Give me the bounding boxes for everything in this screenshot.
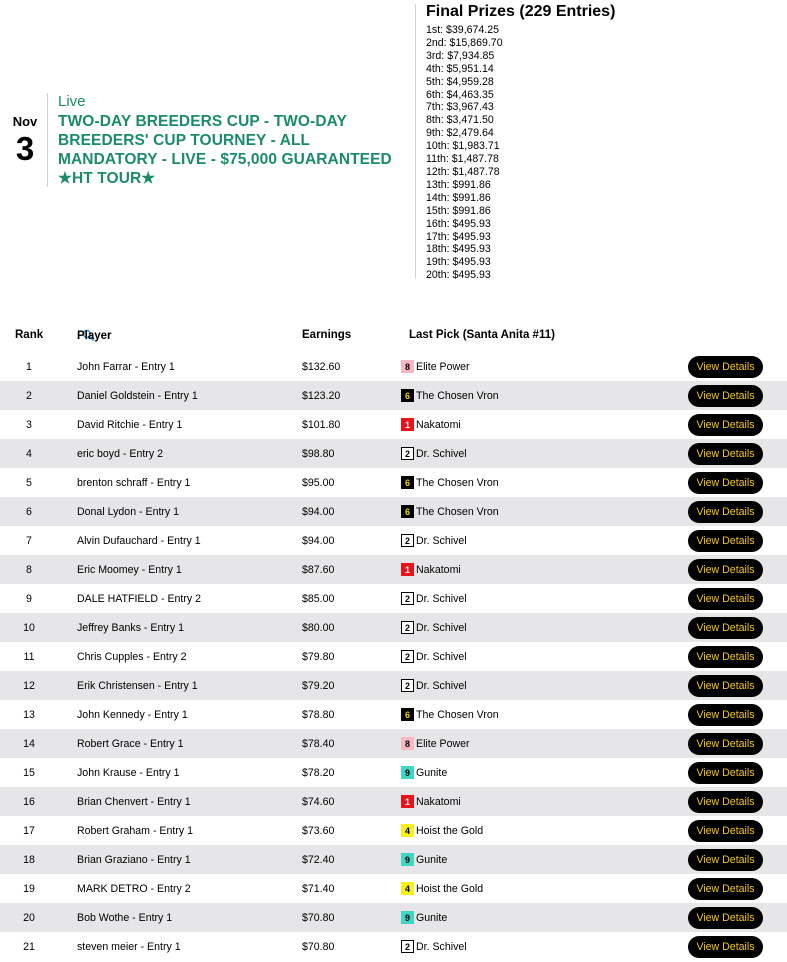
prize-item: 7th: $3,967.43 <box>426 101 494 114</box>
view-details-button[interactable]: View Details <box>688 472 763 494</box>
earnings-cell: $78.20 <box>302 767 335 779</box>
last-pick-header: Last Pick (Santa Anita #11) <box>409 329 555 341</box>
rank-cell: 19 <box>23 883 35 895</box>
view-details-button[interactable]: View Details <box>688 820 763 842</box>
last-pick-cell <box>401 708 499 721</box>
post-position-badge: 2 <box>401 621 414 634</box>
view-details-button[interactable]: View Details <box>688 588 763 610</box>
horse-name: Dr. Schivel <box>416 592 467 605</box>
prize-item: 20th: $495.93 <box>426 269 491 282</box>
earnings-cell: $95.00 <box>302 477 335 489</box>
last-pick-cell <box>401 650 467 663</box>
view-details-button[interactable]: View Details <box>688 733 763 755</box>
prize-item: 4th: $5,951.14 <box>426 62 494 75</box>
last-pick-cell <box>401 360 470 373</box>
table-row <box>0 816 787 845</box>
earnings-cell: $80.00 <box>302 622 335 634</box>
last-pick-cell <box>401 447 467 460</box>
view-details-button[interactable]: View Details <box>688 385 763 407</box>
player-cell: Alvin Dufauchard - Entry 1 <box>77 535 201 547</box>
table-row <box>0 381 787 410</box>
horse-name: Elite Power <box>416 737 470 750</box>
horse-name: The Chosen Vron <box>416 476 499 489</box>
player-cell: Jeffrey Banks - Entry 1 <box>77 622 184 634</box>
player-cell: Bob Wothe - Entry 1 <box>77 912 173 924</box>
player-cell: MARK DETRO - Entry 2 <box>77 883 191 895</box>
prizes-title: Final Prizes (229 Entries) <box>426 3 616 20</box>
table-row <box>0 758 787 787</box>
post-position-badge: 2 <box>401 447 414 460</box>
player-cell: Chris Cupples - Entry 2 <box>77 651 187 663</box>
player-cell: Eric Moomey - Entry 1 <box>77 564 182 576</box>
player-cell: Daniel Goldstein - Entry 1 <box>77 390 198 402</box>
earnings-cell: $73.60 <box>302 825 335 837</box>
table-row <box>0 642 787 671</box>
post-position-badge: 6 <box>401 505 414 518</box>
event-day: 3 <box>15 130 35 167</box>
table-row <box>0 439 787 468</box>
event-month: Nov <box>12 114 38 129</box>
prize-item: 16th: $495.93 <box>426 217 491 230</box>
earnings-cell: $78.40 <box>302 738 335 750</box>
view-details-button[interactable]: View Details <box>688 878 763 900</box>
last-pick-cell <box>401 679 467 692</box>
prize-item: 14th: $991.86 <box>426 191 491 204</box>
earnings-cell: $85.00 <box>302 593 335 605</box>
rank-cell: 11 <box>23 651 35 663</box>
prize-item: 8th: $3,471.50 <box>426 114 494 127</box>
last-pick-cell <box>401 766 447 779</box>
table-row <box>0 671 787 700</box>
last-pick-cell <box>401 534 467 547</box>
rank-cell: 12 <box>23 680 35 692</box>
last-pick-cell <box>401 389 499 402</box>
player-cell: brenton schraff - Entry 1 <box>77 477 191 489</box>
view-details-button[interactable]: View Details <box>688 704 763 726</box>
earnings-cell: $87.60 <box>302 564 335 576</box>
table-row <box>0 787 787 816</box>
event-header <box>58 93 408 188</box>
player-cell: Donal Lydon - Entry 1 <box>77 506 180 518</box>
horse-name: Dr. Schivel <box>416 940 467 953</box>
earnings-cell: $98.80 <box>302 448 335 460</box>
table-row <box>0 410 787 439</box>
horse-name: Dr. Schivel <box>416 650 467 663</box>
rank-cell: 9 <box>26 593 32 605</box>
table-row <box>0 497 787 526</box>
horse-name: Dr. Schivel <box>416 679 467 692</box>
post-position-badge: 8 <box>401 360 414 373</box>
rank-cell: 13 <box>23 709 35 721</box>
table-row <box>0 874 787 903</box>
earnings-cell: $70.80 <box>302 912 335 924</box>
leaderboard-header <box>0 328 787 344</box>
rank-cell: 20 <box>23 912 35 924</box>
post-position-badge: 1 <box>401 795 414 808</box>
post-position-badge: 6 <box>401 389 414 402</box>
last-pick-cell <box>401 911 447 924</box>
table-row <box>0 555 787 584</box>
event-date <box>8 114 42 167</box>
prize-item: 13th: $991.86 <box>426 178 491 191</box>
prize-item: 10th: $1,983.71 <box>426 140 500 153</box>
horse-name: Gunite <box>416 911 448 924</box>
player-header <box>77 329 112 343</box>
player-cell: David Ritchie - Entry 1 <box>77 419 183 431</box>
prize-list <box>426 24 615 282</box>
last-pick-cell <box>401 853 447 866</box>
prize-item: 12th: $1,487.78 <box>426 165 500 178</box>
last-pick-cell <box>401 621 467 634</box>
post-position-badge: 2 <box>401 650 414 663</box>
earnings-cell: $94.00 <box>302 506 335 518</box>
post-position-badge: 9 <box>401 766 414 779</box>
rank-cell: 10 <box>23 622 35 634</box>
horse-name: Nakatomi <box>416 418 461 431</box>
view-details-button[interactable]: View Details <box>688 762 763 784</box>
view-details-button[interactable]: View Details <box>688 356 763 378</box>
rank-cell: 14 <box>23 738 35 750</box>
prize-item: 5th: $4,959.28 <box>426 75 494 88</box>
rank-cell: 17 <box>23 825 35 837</box>
post-position-badge: 2 <box>401 534 414 547</box>
view-details-button[interactable]: View Details <box>688 907 763 929</box>
player-cell: eric boyd - Entry 2 <box>77 448 163 460</box>
player-cell: DALE HATFIELD - Entry 2 <box>77 593 202 605</box>
player-cell: John Krause - Entry 1 <box>77 767 180 779</box>
earnings-cell: $94.00 <box>302 535 335 547</box>
prize-item: 18th: $495.93 <box>426 243 491 256</box>
horse-name: Nakatomi <box>416 795 461 808</box>
table-row <box>0 526 787 555</box>
table-row <box>0 468 787 497</box>
post-position-badge: 8 <box>401 737 414 750</box>
table-row <box>0 729 787 758</box>
post-position-badge: 9 <box>401 911 414 924</box>
view-details-button[interactable]: View Details <box>688 675 763 697</box>
earnings-cell: $71.40 <box>302 883 335 895</box>
prize-divider <box>415 4 416 278</box>
post-position-badge: 4 <box>401 824 414 837</box>
player-cell: John Kennedy - Entry 1 <box>77 709 188 721</box>
earnings-cell: $78.80 <box>302 709 335 721</box>
last-pick-cell <box>401 824 483 837</box>
player-cell: Robert Grace - Entry 1 <box>77 738 184 750</box>
earnings-cell: $79.80 <box>302 651 335 663</box>
post-position-badge: 4 <box>401 882 414 895</box>
prize-item: 19th: $495.93 <box>426 256 491 269</box>
leaderboard-rows <box>0 352 787 961</box>
prize-item: 1st: $39,674.25 <box>426 24 500 36</box>
earnings-cell: $101.80 <box>302 419 341 431</box>
earnings-cell: $79.20 <box>302 680 335 692</box>
view-details-button[interactable]: View Details <box>688 646 763 668</box>
last-pick-cell <box>401 940 467 953</box>
table-row <box>0 845 787 874</box>
event-title[interactable]: TWO-DAY BREEDERS CUP - TWO-DAY BREEDERS' CUP TOURNEY - ALL MANDATORY - LIVE - $75,000 GUARANTEED ★HT TOUR★ <box>58 113 392 187</box>
table-row <box>0 700 787 729</box>
earnings-cell: $123.20 <box>302 390 341 402</box>
view-details-button[interactable]: View Details <box>688 936 763 958</box>
horse-name: The Chosen Vron <box>416 708 499 721</box>
last-pick-cell <box>401 418 461 431</box>
post-position-badge: 6 <box>401 476 414 489</box>
last-pick-cell <box>401 795 461 808</box>
post-position-badge: 9 <box>401 853 414 866</box>
rank-cell: 6 <box>26 506 32 518</box>
player-cell: John Farrar - Entry 1 <box>77 361 175 373</box>
view-details-button[interactable]: View Details <box>688 530 763 552</box>
last-pick-cell <box>401 476 499 489</box>
post-position-badge: 1 <box>401 418 414 431</box>
rank-cell: 18 <box>23 854 35 866</box>
prize-item: 2nd: $15,869.70 <box>426 36 503 49</box>
prize-item: 15th: $991.86 <box>426 204 491 217</box>
table-row <box>0 352 787 381</box>
rank-header: Rank <box>15 329 44 341</box>
final-prizes <box>426 3 615 282</box>
prize-item: 11th: $1,487.78 <box>426 153 499 166</box>
rank-cell: 16 <box>23 796 35 808</box>
horse-name: Gunite <box>416 766 448 779</box>
horse-name: Dr. Schivel <box>416 621 467 634</box>
event-status: Live <box>58 93 86 110</box>
rank-cell: 8 <box>26 564 32 576</box>
view-details-button[interactable]: View Details <box>688 414 763 436</box>
horse-name: Elite Power <box>416 360 470 373</box>
prize-item: 9th: $2,479.64 <box>426 127 494 140</box>
earnings-header: Earnings <box>302 329 352 341</box>
horse-name: Hoist the Gold <box>416 824 484 837</box>
post-position-badge: 1 <box>401 563 414 576</box>
table-row <box>0 613 787 642</box>
rank-cell: 4 <box>26 448 32 460</box>
view-details-button[interactable]: View Details <box>688 849 763 871</box>
player-cell: Erik Christensen - Entry 1 <box>77 680 198 692</box>
horse-name: The Chosen Vron <box>416 389 499 402</box>
horse-name: Dr. Schivel <box>416 447 467 460</box>
last-pick-cell <box>401 592 467 605</box>
view-details-button[interactable]: View Details <box>688 501 763 523</box>
last-pick-cell <box>401 737 470 750</box>
rank-cell: 7 <box>26 535 32 547</box>
view-details-button[interactable]: View Details <box>688 559 763 581</box>
player-cell: Brian Graziano - Entry 1 <box>77 854 191 866</box>
rank-cell: 1 <box>26 361 32 373</box>
post-position-badge: 2 <box>401 592 414 605</box>
table-row <box>0 903 787 932</box>
prize-item: 6th: $4,463.35 <box>426 88 494 101</box>
view-details-button[interactable]: View Details <box>688 617 763 639</box>
table-row <box>0 932 787 961</box>
post-position-badge: 2 <box>401 679 414 692</box>
post-position-badge: 2 <box>401 940 414 953</box>
player-header-label: Player <box>77 330 112 342</box>
view-details-button[interactable]: View Details <box>688 443 763 465</box>
horse-name: Nakatomi <box>416 563 461 576</box>
horse-name: Hoist the Gold <box>416 882 484 895</box>
rank-cell: 3 <box>26 419 32 431</box>
horse-name: Dr. Schivel <box>416 534 467 547</box>
view-details-button[interactable]: View Details <box>688 791 763 813</box>
earnings-cell: $70.80 <box>302 941 335 953</box>
table-row <box>0 584 787 613</box>
earnings-cell: $72.40 <box>302 854 335 866</box>
rank-cell: 15 <box>23 767 35 779</box>
last-pick-cell <box>401 563 461 576</box>
prize-item: 17th: $495.93 <box>426 230 491 243</box>
player-cell: Robert Graham - Entry 1 <box>77 825 193 837</box>
player-cell: Brian Chenvert - Entry 1 <box>77 796 191 808</box>
earnings-cell: $74.60 <box>302 796 335 808</box>
player-cell: steven meier - Entry 1 <box>77 941 181 953</box>
rank-cell: 5 <box>26 477 32 489</box>
rank-cell: 2 <box>26 390 32 402</box>
post-position-badge: 6 <box>401 708 414 721</box>
horse-name: Gunite <box>416 853 448 866</box>
last-pick-cell <box>401 505 499 518</box>
rank-cell: 21 <box>23 941 35 953</box>
date-divider <box>47 93 48 187</box>
last-pick-cell <box>401 882 483 895</box>
prize-item: 3rd: $7,934.85 <box>426 49 495 62</box>
horse-name: The Chosen Vron <box>416 505 499 518</box>
earnings-cell: $132.60 <box>302 361 341 373</box>
